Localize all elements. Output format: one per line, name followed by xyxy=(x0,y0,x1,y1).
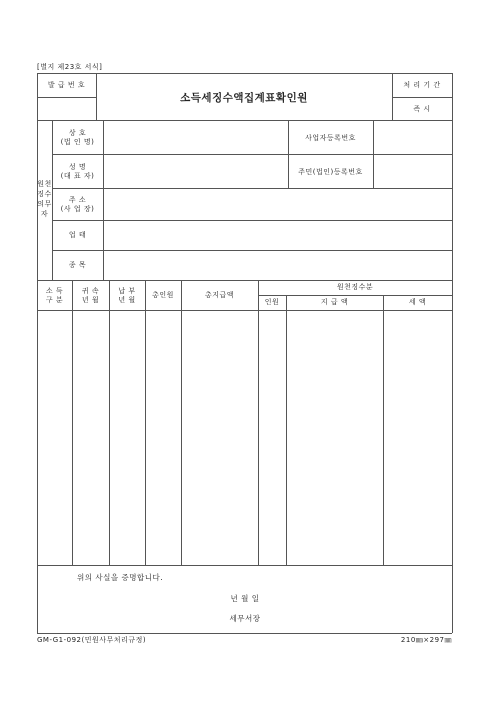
name-field[interactable] xyxy=(104,155,287,187)
processing-period-label: 처 리 기 간 xyxy=(403,80,441,89)
business-type-field[interactable] xyxy=(104,221,451,249)
trade-name-field[interactable] xyxy=(104,121,287,153)
frame-bottom xyxy=(37,633,452,634)
cell-tax-amount[interactable] xyxy=(384,311,451,564)
address-label: 주 소 (사 업 장) xyxy=(60,196,95,213)
cell-pay-year-month[interactable] xyxy=(110,311,145,564)
cell-total-amount[interactable] xyxy=(182,311,258,564)
col-persons: 인원 xyxy=(264,298,280,307)
cell-total-persons[interactable] xyxy=(146,311,181,564)
resident-reg-no-field[interactable] xyxy=(374,155,451,187)
processing-divider xyxy=(392,97,452,98)
col-total-amount: 총지급액 xyxy=(204,291,235,300)
issue-no-field[interactable] xyxy=(38,98,95,119)
cell-paid-amount[interactable] xyxy=(287,311,383,564)
business-reg-no-field[interactable] xyxy=(374,121,451,153)
business-reg-no-label: 사업자등록번호 xyxy=(305,133,356,142)
trade-name-label: 상 호 (법 인 명) xyxy=(60,129,95,146)
business-item-field[interactable] xyxy=(104,251,451,279)
paper-size: 210㎜×297㎜ xyxy=(400,636,452,644)
col-tax-amount: 세 액 xyxy=(408,298,427,307)
frame-top xyxy=(37,73,452,74)
document-title: 소득세징수액집계표확인원 xyxy=(180,91,308,104)
col-withholding: 원천징수분 xyxy=(336,283,374,292)
date-line: 년 월 일 xyxy=(230,594,260,604)
processing-period-value: 즉 시 xyxy=(413,104,431,113)
form-reference: [별지 제23호 서식] xyxy=(37,63,103,71)
business-item-label: 종 목 xyxy=(68,261,87,270)
form-code: GM-G1-092(민원사무처리규정) xyxy=(37,636,147,644)
certify-statement: 위의 사실을 증명합니다. xyxy=(77,573,164,582)
tax-office-head: 세무서장 xyxy=(229,614,261,624)
issue-no-label: 발 급 번 호 xyxy=(47,80,86,89)
frame-right xyxy=(452,73,453,633)
col-paid-amount: 지 급 액 xyxy=(320,298,349,307)
col-income-type: 소 득 구 분 xyxy=(45,286,64,304)
business-type-label: 업 태 xyxy=(68,231,87,240)
resident-reg-no-label: 주민(법인)등록번호 xyxy=(298,167,363,176)
cell-belong-year-month[interactable] xyxy=(73,311,109,564)
col-pay-year-month: 납 부 년 월 xyxy=(118,286,136,304)
name-label: 성 명 (대 표 자) xyxy=(60,163,95,180)
col-belong-year-month: 귀 속 년 월 xyxy=(81,286,100,304)
address-field[interactable] xyxy=(104,189,451,219)
cell-income-type[interactable] xyxy=(38,311,72,564)
col-total-persons: 총인원 xyxy=(152,291,174,300)
cell-persons[interactable] xyxy=(259,311,286,564)
table-bottom-line xyxy=(37,565,452,566)
withholding-agent-label: 원천 징수 의무 자 xyxy=(37,180,52,218)
